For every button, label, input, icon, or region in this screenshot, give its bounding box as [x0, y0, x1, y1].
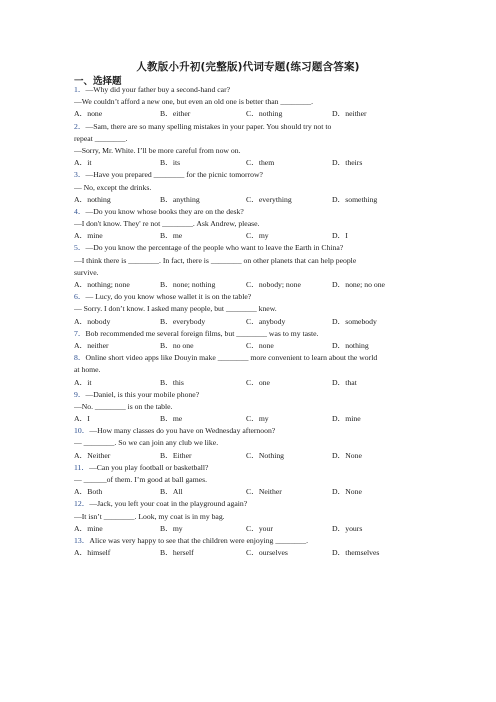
question-text: —Why did your father buy a second-hand car? — [85, 85, 231, 94]
question-text: —No. ________ is on the table. — [74, 401, 173, 411]
question-number: 11． — [74, 462, 90, 472]
answer-options — [74, 194, 426, 206]
answer-option: A．Neither — [74, 450, 111, 460]
question-text: —Daniel, is this your mobile phone? — [85, 389, 200, 399]
question-line — [74, 182, 426, 194]
question-text: —How many classes do you have on Wednesday afternoon? — [89, 426, 276, 436]
document-title: 人教版小升初(完整版)代词专题(练习题含答案) — [136, 61, 360, 73]
answer-option: C．your — [246, 523, 273, 533]
answer-option: D．nothing — [332, 340, 369, 350]
question-stem — [74, 206, 426, 218]
question-item — [74, 498, 426, 535]
question-text: —Jack, you left your coat in the playground again? — [89, 499, 248, 509]
answer-option: B．anything — [160, 194, 200, 204]
answer-option: B．none; nothing — [160, 280, 216, 289]
question-item — [74, 206, 426, 243]
answer-option: D．none; no one — [332, 280, 385, 289]
question-item — [74, 169, 426, 206]
question-line — [74, 303, 426, 315]
question-text: Alice was very happy to see that the children were enjoying ________. — [89, 535, 308, 545]
question-item — [74, 242, 426, 291]
question-text: — Lucy, do you know whose wallet it is on the table? — [85, 292, 252, 302]
question-text: — No, except the drinks. — [74, 182, 152, 192]
answer-option: C．nothing — [246, 109, 283, 119]
question-number: 7． — [74, 328, 86, 338]
question-stem — [74, 352, 426, 364]
question-line — [74, 96, 426, 108]
answer-option: D．mine — [332, 414, 361, 424]
question-text: —I don't know. They' re not ________. Ask Andrew, please. — [74, 219, 260, 229]
answer-option: D．somebody — [332, 316, 377, 326]
answer-option: C．anybody — [246, 316, 286, 326]
question-text: repeat ________. — [74, 133, 128, 143]
question-item — [74, 535, 426, 559]
answer-option: A．neither — [74, 340, 109, 350]
question-item — [74, 389, 426, 426]
question-stem — [74, 242, 426, 254]
answer-option: B．everybody — [160, 316, 206, 326]
answer-options — [74, 486, 426, 498]
answer-option: B．me — [160, 414, 183, 424]
answer-options — [74, 450, 426, 462]
answer-option: B．me — [160, 231, 183, 241]
answer-options — [74, 377, 426, 389]
answer-option: B．All — [160, 487, 183, 497]
answer-option: A．none — [74, 109, 103, 119]
answer-option: B．herself — [160, 548, 194, 558]
question-number: 8． — [74, 353, 86, 363]
question-text: survive. — [74, 267, 99, 277]
question-line — [74, 474, 426, 486]
answer-option: A．nobody — [74, 316, 111, 326]
question-number: 6． — [74, 292, 86, 302]
answer-options — [74, 279, 426, 291]
question-text: —We couldn’t afford a new one, but even an old one is better than ________. — [74, 97, 314, 107]
question-list — [74, 84, 426, 559]
question-number: 1． — [74, 85, 86, 94]
answer-options — [74, 340, 426, 352]
question-text: —Have you prepared ________ for the picnic tomorrow? — [85, 170, 263, 180]
answer-option: C．nobody; none — [246, 280, 301, 289]
answer-option: B．my — [160, 523, 183, 533]
answer-option: D．I — [332, 231, 348, 241]
answer-option: C．Neither — [246, 487, 282, 497]
question-item — [74, 291, 426, 328]
question-stem — [74, 498, 426, 510]
question-text: — Sorry. I don’t know. I asked many people, but ________ knew. — [74, 304, 277, 314]
question-item — [74, 121, 426, 170]
answer-options — [74, 316, 426, 328]
answer-option: D．theirs — [332, 158, 363, 168]
question-text: — ______of them. I’m good at ball games. — [74, 475, 208, 484]
answer-option: C．none — [246, 340, 274, 350]
answer-option: A．nothing — [74, 194, 111, 204]
section-heading: 一、选择题 — [74, 76, 122, 87]
answer-option: A．himself — [74, 548, 111, 558]
question-text: Online short video apps like Douyin make ________ more convenient to learn about the world — [85, 353, 378, 363]
answer-option: A．Both — [74, 487, 103, 497]
question-stem — [74, 535, 426, 547]
question-number: 13． — [74, 535, 90, 545]
answer-options — [74, 157, 426, 169]
question-line — [74, 218, 426, 230]
question-number: 2． — [74, 121, 86, 131]
answer-option: B．its — [160, 158, 181, 168]
answer-options — [74, 108, 426, 120]
answer-option: C．my — [246, 231, 269, 241]
answer-option: D．None — [332, 487, 362, 497]
question-stem — [74, 425, 426, 437]
question-line — [74, 255, 426, 267]
question-line — [74, 145, 426, 157]
question-number: 10． — [74, 426, 90, 436]
question-item — [74, 462, 426, 499]
question-text: —Do you know the percentage of the people who want to leave the Earth in China? — [85, 243, 344, 253]
answer-option: A．it — [74, 158, 92, 168]
question-text: —It isn’t ________. Look, my coat is in my bag. — [74, 511, 225, 521]
question-number: 9． — [74, 389, 86, 399]
answer-option: B．no one — [160, 340, 194, 350]
question-text: —Sorry, Mr. White. I’ll be more careful from now on. — [74, 145, 241, 155]
question-line — [74, 511, 426, 523]
answer-option: D．None — [332, 450, 362, 460]
answer-options — [74, 547, 426, 559]
answer-option: C．them — [246, 158, 275, 168]
answer-options — [74, 413, 426, 425]
answer-option: C．Nothing — [246, 450, 285, 460]
question-text: — ________. So we can join any club we like. — [74, 438, 219, 448]
answer-option: B．this — [160, 377, 184, 387]
question-line — [74, 364, 426, 376]
question-item — [74, 328, 426, 352]
question-stem — [74, 121, 426, 133]
question-stem — [74, 389, 426, 401]
question-text: —Do you know whose books they are on the desk? — [85, 206, 244, 216]
question-text: —I think there is ________. In fact, there is ________ on other planets that can help people — [74, 255, 357, 265]
answer-option: A．mine — [74, 231, 103, 241]
answer-option: C．my — [246, 414, 269, 424]
answer-option: A．mine — [74, 523, 103, 533]
answer-option: D．something — [332, 194, 378, 204]
question-item — [74, 425, 426, 462]
question-line — [74, 401, 426, 413]
question-item — [74, 352, 426, 389]
question-stem — [74, 169, 426, 181]
answer-option: A．it — [74, 377, 92, 387]
question-text: at home. — [74, 365, 101, 375]
question-number: 3． — [74, 170, 86, 180]
answer-option: B．either — [160, 109, 191, 119]
question-line — [74, 133, 426, 145]
question-stem — [74, 291, 426, 303]
question-text: —Can you play football or basketball? — [89, 462, 209, 472]
question-text: Bob recommended me several foreign films, but ________ was to my taste. — [85, 328, 319, 338]
answer-option: A．I — [74, 414, 90, 424]
answer-option: D．neither — [332, 109, 367, 119]
question-line — [74, 437, 426, 449]
answer-option: D．that — [332, 377, 357, 387]
answer-option: C．one — [246, 377, 270, 387]
answer-option: A．nothing; none — [74, 280, 130, 289]
answer-option: B．Either — [160, 450, 192, 460]
question-stem — [74, 328, 426, 340]
question-text: —Sam, there are so many spelling mistakes in your paper. You should try not to — [85, 121, 332, 131]
question-number: 12． — [74, 499, 90, 509]
answer-options — [74, 230, 426, 242]
question-line — [74, 267, 426, 279]
answer-option: C．ourselves — [246, 548, 288, 558]
question-number: 5． — [74, 243, 86, 253]
question-stem — [74, 84, 426, 96]
question-stem — [74, 462, 426, 474]
answer-option: C．everything — [246, 194, 292, 204]
answer-option: D．yours — [332, 523, 363, 533]
question-number: 4． — [74, 206, 86, 216]
question-item — [74, 84, 426, 121]
answer-options — [74, 523, 426, 535]
answer-option: D．themselves — [332, 548, 380, 558]
